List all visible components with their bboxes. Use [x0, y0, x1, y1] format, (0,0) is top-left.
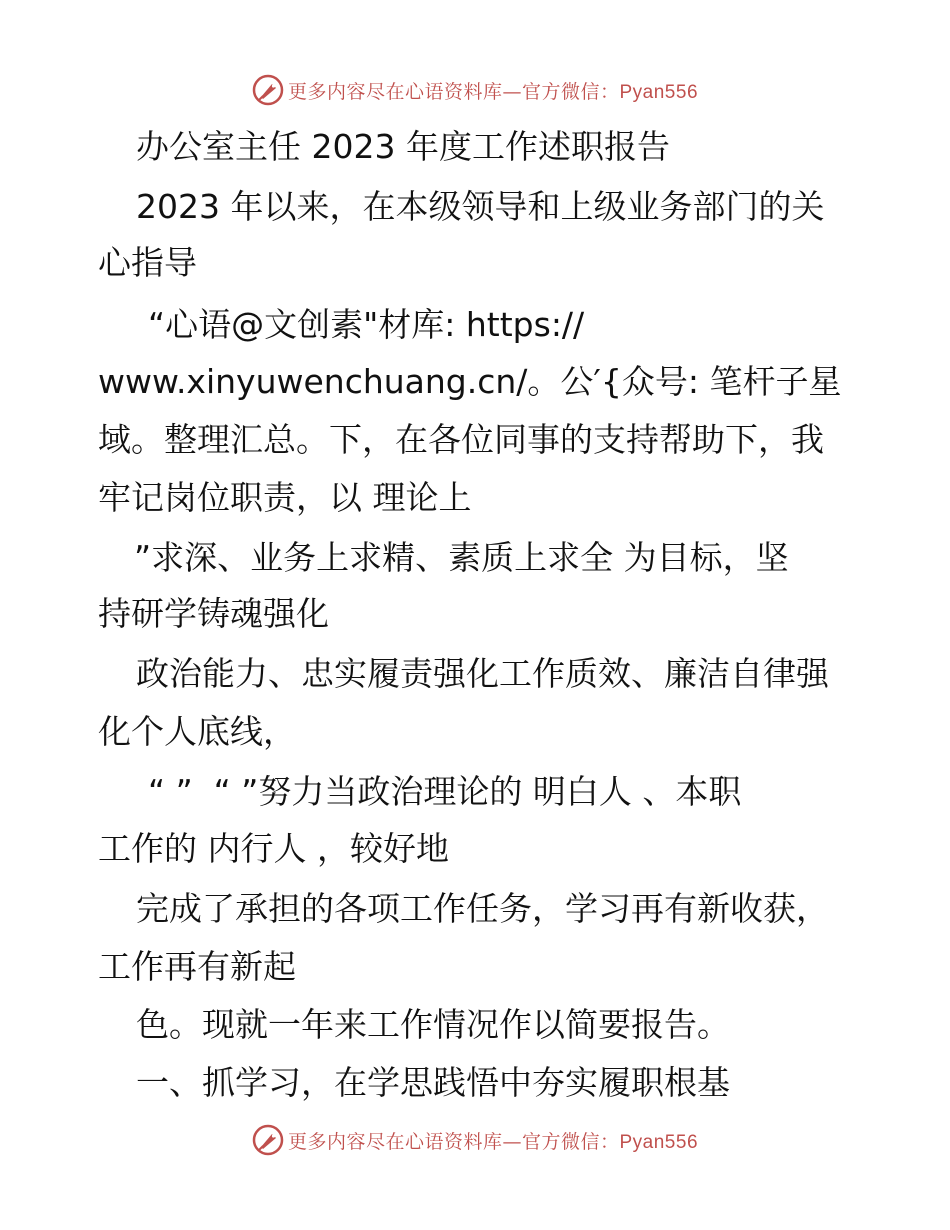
- text-line: 牢记岗位职责，以 理论上: [98, 478, 472, 517]
- text-line: 完成了承担的各项工作任务，学习再有新收获，: [136, 889, 829, 928]
- section-heading: 一、抓学习，在学思践悟中夯实履职根基: [136, 1063, 730, 1102]
- text-line: 2023 年以来，在本级领导和上级业务部门的关: [136, 187, 825, 226]
- pen-nib-logo-icon: [252, 74, 284, 106]
- text-line: 心指导: [98, 243, 197, 282]
- text-line: “ ” “ ”努力当政治理论的 明白人 、本职: [148, 772, 742, 811]
- watermark-text: 更多内容尽在心语资料库—官方微信：Pyan556: [287, 1130, 699, 1153]
- text-line: 政治能力、忠实履责强化工作质效、廉洁自律强: [136, 654, 829, 693]
- footer-watermark: [0, 1120, 950, 1160]
- text-line: 持研学铸魂强化: [98, 594, 329, 633]
- header-watermark: [0, 70, 950, 110]
- text-line: 工作的 内行人 ，较好地: [98, 829, 449, 868]
- text-line: www.xinyuwenchuang.cn/。公′{众号: 笔杆子星: [98, 362, 842, 401]
- watermark-text: 更多内容尽在心语资料库—官方微信：Pyan556: [287, 80, 699, 103]
- text-line: “心语@文创素"材库: https://: [148, 305, 585, 344]
- text-line: ”求深、业务上求精、素质上求全 为目标，坚: [134, 538, 789, 577]
- text-line: 域。整理汇总。下，在各位同事的支持帮助下，我: [98, 420, 824, 459]
- document-title: 办公室主任 2023 年度工作述职报告: [136, 127, 670, 166]
- watermark-wechat-id: Pyan556: [619, 1131, 699, 1153]
- text-line: 色。现就一年来工作情况作以简要报告。: [136, 1005, 730, 1044]
- pen-nib-logo-icon: [252, 1124, 284, 1156]
- text-line: 化个人底线，: [98, 712, 296, 751]
- watermark-wechat-id: Pyan556: [619, 81, 699, 103]
- text-line: 工作再有新起: [98, 947, 296, 986]
